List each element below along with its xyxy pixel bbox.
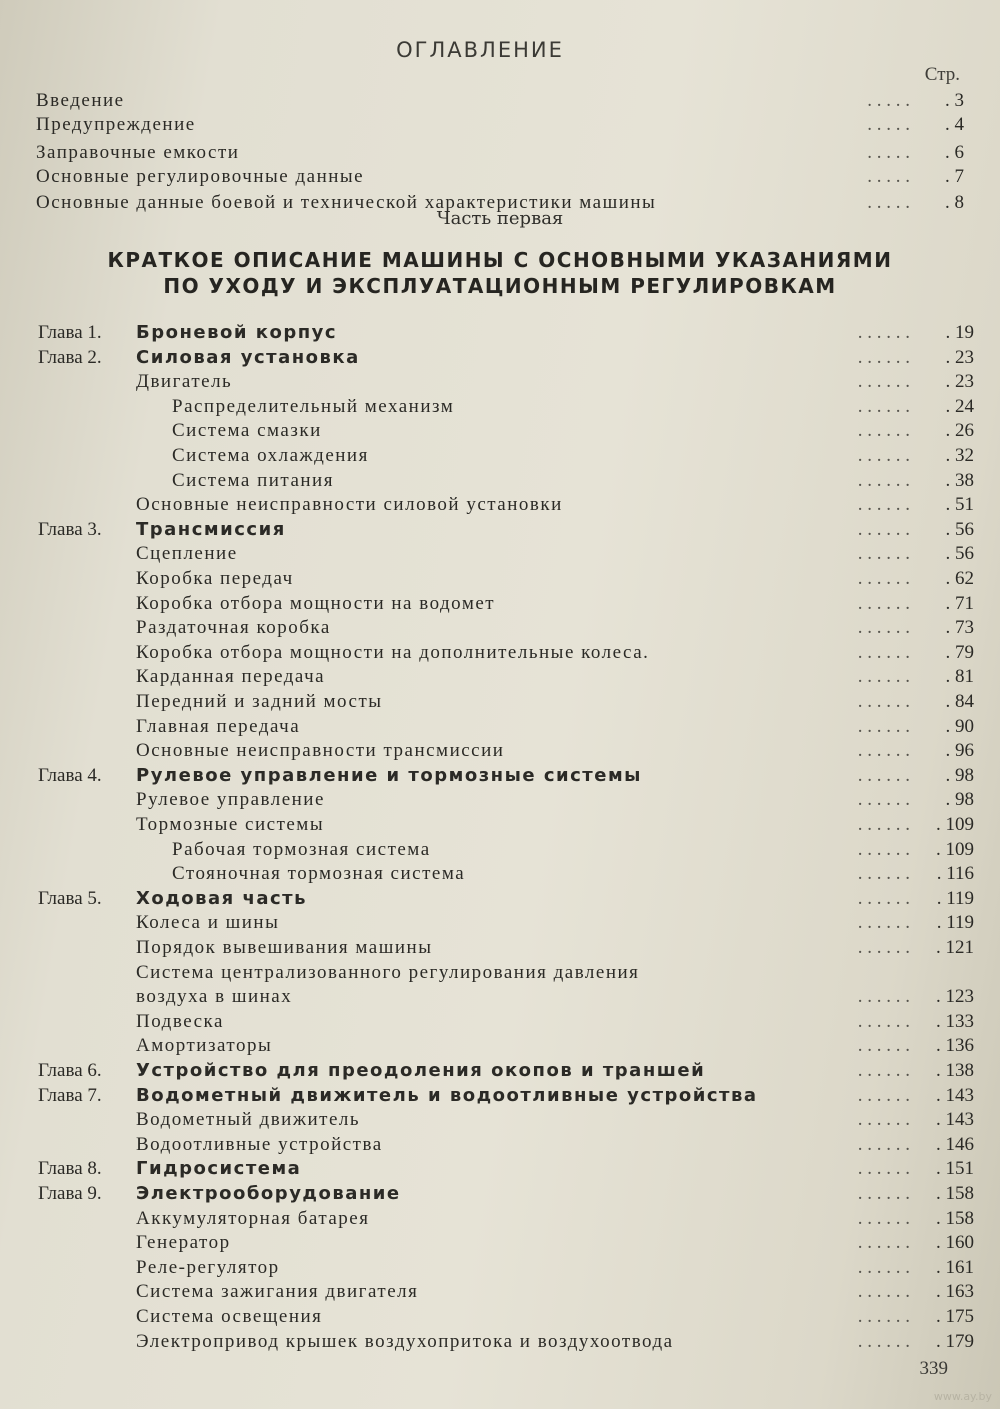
section-entry <box>0 615 1000 641</box>
dot-leader: . . . . . . <box>857 691 910 712</box>
entry-title: Стояночная тормозная система <box>172 863 466 884</box>
entry-page: . 32 <box>914 443 974 469</box>
entry-page: . 23 <box>914 345 974 371</box>
entry-title: Реле-регулятор <box>136 1257 280 1278</box>
chapter-number: Глава 2. <box>38 347 102 368</box>
dot-leader: . . . . . . <box>857 1011 910 1032</box>
entry-title: Система питания <box>172 470 334 491</box>
entry-page: . 160 <box>914 1230 974 1256</box>
entry-page: . 4 <box>904 112 964 138</box>
dot-leader: . . . . . . <box>857 543 910 564</box>
watermark: www.ay.by <box>933 1390 992 1403</box>
entry-title: Сцепление <box>136 543 238 564</box>
section-entry <box>0 1255 1000 1281</box>
dot-leader: . . . . . . <box>857 1306 910 1327</box>
page-column-label: Стр. <box>924 64 960 85</box>
entry-page: . 163 <box>914 1279 974 1305</box>
entry-page: . 109 <box>914 837 974 863</box>
page-title: ОГЛАВЛЕНИЕ <box>396 38 564 62</box>
entry-title: Основные неисправности трансмиссии <box>136 740 505 761</box>
chapter-entry <box>0 1083 1000 1109</box>
entry-title: Главная передача <box>136 716 301 737</box>
entry-title: Ходовая часть <box>136 888 307 909</box>
entry-title: Колеса и шины <box>136 912 280 933</box>
entry-page: . 56 <box>914 541 974 567</box>
entry-title: Основные данные боевой и технической характеристики машины <box>36 192 657 213</box>
entry-page: . 158 <box>914 1206 974 1232</box>
dot-leader: . . . . . . <box>857 814 910 835</box>
part-heading-line-1: КРАТКОЕ ОПИСАНИЕ МАШИНЫ С ОСНОВНЫМИ УКАЗАНИЯМИ <box>107 248 893 272</box>
entry-title: Амортизаторы <box>136 1035 273 1056</box>
entry-page: . 143 <box>914 1083 974 1109</box>
dot-leader: . . . . . . <box>857 617 910 638</box>
entry-page: . 133 <box>914 1009 974 1035</box>
section-entry <box>0 468 1000 494</box>
entry-title: Водометный движитель и водоотливные устройства <box>136 1085 758 1106</box>
entry-title: Система централизованного регулирования давления <box>136 962 640 983</box>
section-entry <box>0 418 1000 444</box>
section-entry <box>0 910 1000 936</box>
entry-title: Силовая установка <box>136 347 360 368</box>
entry-title: Рулевое управление и тормозные системы <box>136 765 642 786</box>
entry-title: Коробка передач <box>136 568 294 589</box>
entry-title: Рабочая тормозная система <box>172 839 431 860</box>
entry-title: Основные неисправности силовой установки <box>136 494 563 515</box>
entry-page: . 51 <box>914 492 974 518</box>
section-entry <box>0 1107 1000 1133</box>
entry-page: . 151 <box>914 1156 974 1182</box>
dot-leader: . . . . . . <box>857 765 910 786</box>
entry-page: . 136 <box>914 1033 974 1059</box>
entry-title: Передний и задний мосты <box>136 691 383 712</box>
section-entry <box>0 1230 1000 1256</box>
entry-title: Система смазки <box>172 420 322 441</box>
dot-leader: . . . . . . <box>857 1331 910 1352</box>
chapter-entry <box>0 1181 1000 1207</box>
entry-title: воздуха в шинах <box>136 986 293 1007</box>
entry-page: . 90 <box>914 714 974 740</box>
entry-title: Трансмиссия <box>136 519 286 540</box>
entry-page: . 73 <box>914 615 974 641</box>
chapter-number: Глава 9. <box>38 1183 102 1204</box>
section-entry <box>0 1033 1000 1059</box>
page-number: 339 <box>919 1358 948 1379</box>
entry-title: Коробка отбора мощности на водомет <box>136 593 496 614</box>
section-entry <box>0 714 1000 740</box>
dot-leader: . . . . . . <box>857 1281 910 1302</box>
dot-leader: . . . . . . <box>857 593 910 614</box>
dot-leader: . . . . . . <box>857 347 910 368</box>
intro-entry <box>0 164 1000 190</box>
dot-leader: . . . . . . <box>857 470 910 491</box>
entry-page: . 19 <box>914 320 974 346</box>
entry-page: . 158 <box>914 1181 974 1207</box>
entry-page: . 179 <box>914 1329 974 1355</box>
entry-title: Порядок вывешивания машины <box>136 937 433 958</box>
dot-leader: . . . . . . <box>857 1109 910 1130</box>
entry-title: Рулевое управление <box>136 789 325 810</box>
section-entry <box>0 1329 1000 1355</box>
dot-leader: . . . . . . <box>857 1134 910 1155</box>
dot-leader: . . . . . . <box>857 445 910 466</box>
dot-leader: . . . . . . <box>857 1035 910 1056</box>
entry-page: . 71 <box>914 591 974 617</box>
section-entry <box>0 369 1000 395</box>
part-heading-line-2: ПО УХОДУ И ЭКСПЛУАТАЦИОННЫМ РЕГУЛИРОВКАМ <box>163 274 837 298</box>
chapter-number: Глава 5. <box>38 888 102 909</box>
entry-page: . 79 <box>914 640 974 666</box>
entry-page: . 109 <box>914 812 974 838</box>
section-entry <box>0 541 1000 567</box>
entry-page: . 62 <box>914 566 974 592</box>
section-entry <box>0 1279 1000 1305</box>
dot-leader: . . . . . . <box>857 1257 910 1278</box>
entry-title: Система освещения <box>136 1306 323 1327</box>
dot-leader: . . . . . . <box>857 494 910 515</box>
entry-page: . 8 <box>904 190 964 216</box>
chapter-entry <box>0 886 1000 912</box>
entry-page: . 24 <box>914 394 974 420</box>
entry-title: Система охлаждения <box>172 445 369 466</box>
dot-leader: . . . . . . <box>857 642 910 663</box>
section-entry <box>0 812 1000 838</box>
entry-page: . 146 <box>914 1132 974 1158</box>
entry-page: . 84 <box>914 689 974 715</box>
dot-leader: . . . . . <box>867 166 910 187</box>
entry-title: Заправочные емкости <box>36 142 240 163</box>
entry-page: . 38 <box>914 468 974 494</box>
entry-title: Основные регулировочные данные <box>36 166 365 187</box>
section-entry <box>0 984 1000 1010</box>
section-entry <box>0 738 1000 764</box>
dot-leader: . . . . . . <box>857 937 910 958</box>
dot-leader: . . . . . . <box>857 716 910 737</box>
entry-title: Тормозные системы <box>136 814 325 835</box>
section-entry <box>0 935 1000 961</box>
section-entry <box>0 443 1000 469</box>
entry-title: Устройство для преодоления окопов и траншей <box>136 1060 706 1081</box>
dot-leader: . . . . . . <box>857 1158 910 1179</box>
chapter-entry <box>0 1058 1000 1084</box>
entry-title: Введение <box>36 90 125 111</box>
entry-page: . 26 <box>914 418 974 444</box>
entry-title: Система зажигания двигателя <box>136 1281 419 1302</box>
dot-leader: . . . . . . <box>857 1060 910 1081</box>
entry-title: Гидросистема <box>136 1158 302 1179</box>
section-entry <box>0 837 1000 863</box>
dot-leader: . . . . . . <box>857 396 910 417</box>
dot-leader: . . . . . . <box>857 1208 910 1229</box>
entry-page: . 161 <box>914 1255 974 1281</box>
entry-page: . 116 <box>914 861 974 887</box>
dot-leader: . . . . . <box>867 90 910 111</box>
entry-title: Водометный движитель <box>136 1109 361 1130</box>
section-entry <box>0 787 1000 813</box>
dot-leader: . . . . . . <box>857 420 910 441</box>
dot-leader: . . . . . . <box>857 888 910 909</box>
chapter-number: Глава 1. <box>38 322 102 343</box>
dot-leader: . . . . . . <box>857 1232 910 1253</box>
dot-leader: . . . . . . <box>857 740 910 761</box>
entry-page: . 3 <box>904 88 964 114</box>
dot-leader: . . . . . <box>867 114 910 135</box>
section-entry <box>0 591 1000 617</box>
section-entry <box>0 861 1000 887</box>
section-entry <box>0 664 1000 690</box>
dot-leader: . . . . . <box>867 192 910 213</box>
dot-leader: . . . . . . <box>857 568 910 589</box>
chapter-number: Глава 6. <box>38 1060 102 1081</box>
dot-leader: . . . . . . <box>857 986 910 1007</box>
entry-title: Аккумуляторная батарея <box>136 1208 370 1229</box>
chapter-entry <box>0 345 1000 371</box>
entry-title: Карданная передача <box>136 666 326 687</box>
chapter-number: Глава 4. <box>38 765 102 786</box>
chapter-entry <box>0 320 1000 346</box>
entry-page: . 121 <box>914 935 974 961</box>
entry-title: Подвеска <box>136 1011 224 1032</box>
dot-leader: . . . . . . <box>857 322 910 343</box>
entry-page: . 98 <box>914 763 974 789</box>
entry-page: . 119 <box>914 886 974 912</box>
chapter-entry <box>0 517 1000 543</box>
dot-leader: . . . . . . <box>857 1085 910 1106</box>
section-entry <box>0 566 1000 592</box>
entry-page: . 23 <box>914 369 974 395</box>
entry-page: . 56 <box>914 517 974 543</box>
entry-page: . 175 <box>914 1304 974 1330</box>
section-entry <box>0 492 1000 518</box>
dot-leader: . . . . . . <box>857 1183 910 1204</box>
entry-title: Электрооборудование <box>136 1183 401 1204</box>
chapter-number: Глава 8. <box>38 1158 102 1179</box>
intro-entry <box>0 140 1000 166</box>
entry-title: Электропривод крышек воздухопритока и воздухоотвода <box>136 1331 674 1352</box>
dot-leader: . . . . . . <box>857 666 910 687</box>
part-label: Часть первая <box>436 208 564 229</box>
entry-title: Раздаточная коробка <box>136 617 331 638</box>
entry-page: . 123 <box>914 984 974 1010</box>
entry-page: . 143 <box>914 1107 974 1133</box>
entry-page: . 98 <box>914 787 974 813</box>
entry-title: Водоотливные устройства <box>136 1134 383 1155</box>
section-entry <box>0 640 1000 666</box>
chapter-number: Глава 3. <box>38 519 102 540</box>
entry-page: . 96 <box>914 738 974 764</box>
entry-page: . 81 <box>914 664 974 690</box>
entry-title: Предупреждение <box>36 114 196 135</box>
section-entry <box>0 1132 1000 1158</box>
entry-page: . 7 <box>904 164 964 190</box>
section-entry <box>0 689 1000 715</box>
section-entry <box>0 394 1000 420</box>
dot-leader: . . . . . . <box>857 839 910 860</box>
chapter-entry <box>0 763 1000 789</box>
entry-title: Коробка отбора мощности на дополнительные колеса. <box>136 642 650 663</box>
section-entry <box>0 1304 1000 1330</box>
chapter-number: Глава 7. <box>38 1085 102 1106</box>
dot-leader: . . . . . <box>867 142 910 163</box>
chapter-entry <box>0 1156 1000 1182</box>
entry-title: Броневой корпус <box>136 322 338 343</box>
intro-entry <box>0 112 1000 138</box>
section-entry <box>0 1206 1000 1232</box>
dot-leader: . . . . . . <box>857 912 910 933</box>
dot-leader: . . . . . . <box>857 789 910 810</box>
entry-title: Распределительный механизм <box>172 396 455 417</box>
entry-page: . 6 <box>904 140 964 166</box>
dot-leader: . . . . . . <box>857 519 910 540</box>
section-entry <box>0 960 1000 986</box>
entry-page: . 119 <box>914 910 974 936</box>
section-entry <box>0 1009 1000 1035</box>
dot-leader: . . . . . . <box>857 371 910 392</box>
entry-title: Двигатель <box>136 371 233 392</box>
dot-leader: . . . . . . <box>857 863 910 884</box>
intro-entry <box>0 88 1000 114</box>
entry-page: . 138 <box>914 1058 974 1084</box>
entry-title: Генератор <box>136 1232 231 1253</box>
